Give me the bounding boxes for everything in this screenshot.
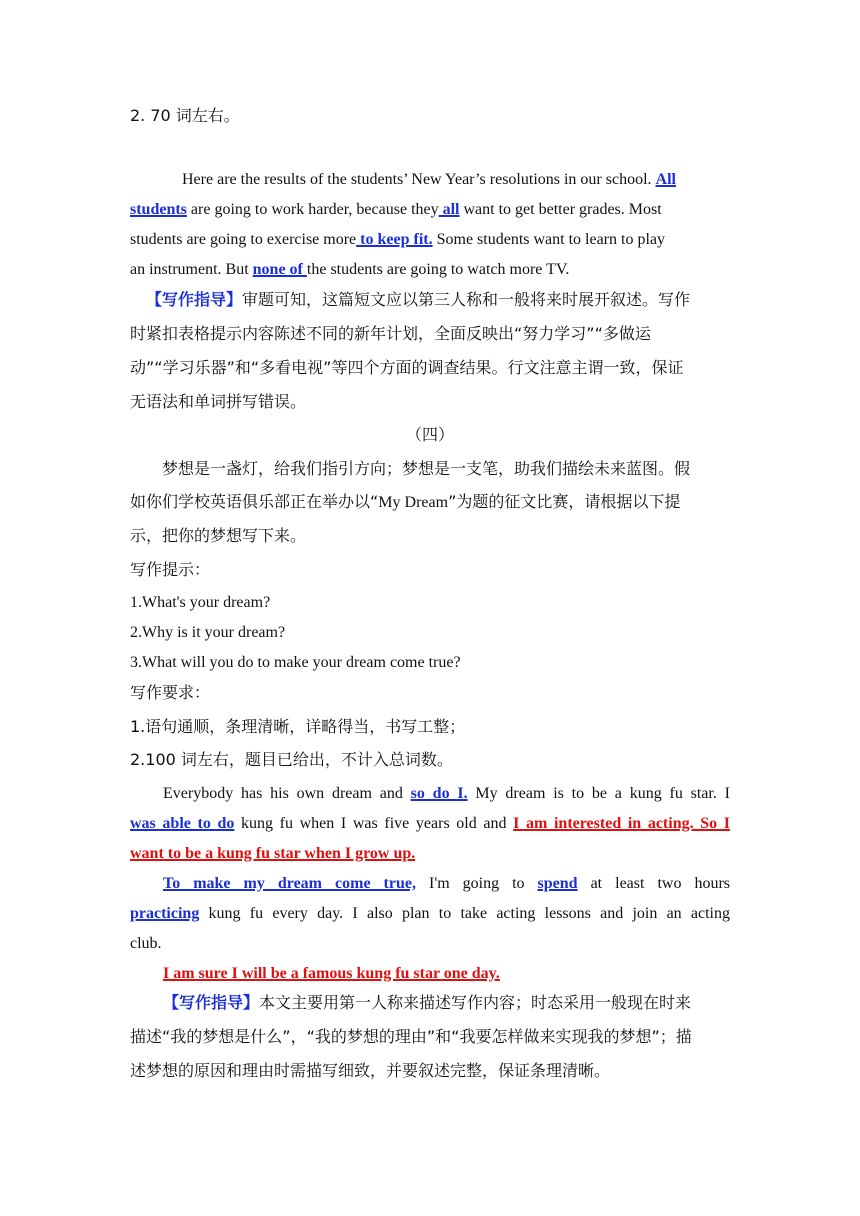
guide-3-line-1 — [146, 290, 690, 310]
answer-keyword: spend — [537, 875, 578, 892]
reqs-title: 写作要求： — [130, 683, 211, 702]
req-item: 2.100 词左右，题目已给出，不计入总词数。 — [130, 750, 453, 769]
answer-keyword: All — [655, 171, 676, 188]
answer-keyword: so do I. — [410, 785, 468, 802]
guide-tag: 【写作指导】 — [163, 993, 260, 1012]
essay-4-line-3 — [130, 844, 415, 864]
guide-text: 本文主要用第一人称来描述写作内容；时态采用一般现在时来 — [259, 993, 692, 1012]
requirement-2: 2. 70 词左右。 — [130, 106, 240, 125]
essay-text: an instrument. But — [130, 261, 253, 278]
hint-item: 2.Why is it your dream? — [130, 624, 286, 641]
essay-text: the students are going to watch more TV. — [306, 261, 570, 278]
intro-line-3: 示，把你的梦想写下来。 — [130, 526, 307, 545]
essay-4-line-4: To make my dream come true, I'm going to spend at least two hours — [163, 875, 731, 892]
hint-item: 1.What's your dream? — [130, 594, 271, 611]
essay-4-line-2: was able to do kung fu when I was five years old and I am interested in acting. So I — [130, 815, 731, 832]
essay-4-line-7 — [163, 964, 500, 984]
guide-4-line-2: 描述“我的梦想是什么”，“我的梦想的理由”和“我要怎样做来实现我的梦想”；描 — [130, 1027, 692, 1046]
answer-keyword: none of — [252, 261, 307, 278]
essay-4-line-5: practicing kung fu every day. I also plan to take acting lessons and join an acting — [130, 905, 730, 922]
answer-sentence: I am sure I will be a famous kung fu star one day. — [163, 965, 500, 982]
answer-sentence: I am interested in acting. So I — [513, 815, 731, 832]
intro-line-2: 如你们学校英语俱乐部正在举办以“My Dream”为题的征文比赛，请根据以下提 — [130, 492, 681, 511]
essay-text: want to get better grades. Most — [459, 201, 662, 218]
answer-keyword: all — [438, 201, 460, 218]
answer-keyword: students — [130, 201, 187, 218]
answer-keyword: was able to do — [130, 815, 235, 832]
hints-title: 写作提示： — [130, 560, 211, 579]
guide-text: 审题可知，这篇短文应以第三人称和一般将来时展开叙述。写作 — [242, 290, 691, 309]
answer-sentence: want to be a kung fu star when I grow up. — [130, 845, 416, 862]
essay-4-line-6: club. — [130, 935, 162, 952]
essay-3-line-3 — [130, 230, 665, 250]
answer-keyword: To make my dream come true, — [163, 875, 416, 892]
guide-tag: 【写作指导】 — [146, 290, 243, 309]
essay-3-line-4 — [130, 260, 569, 280]
answer-keyword: practicing — [130, 905, 200, 922]
essay-text: Here are the results of the students’ New Year’s resolutions in our school. — [182, 171, 656, 188]
essay-4-line-1: Everybody has his own dream and so do I. My dream is to be a kung fu star. I — [163, 785, 730, 802]
guide-3-line-3: 动”“学习乐器”和“多看电视”等四个方面的调查结果。行文注意主谓一致，保证 — [130, 358, 684, 377]
req-item: 1.语句通顺，条理清晰，详略得当，书写工整； — [130, 717, 466, 736]
guide-4-line-3: 述梦想的原因和理由时需描写细致，并要叙述完整，保证条理清晰。 — [130, 1061, 611, 1080]
essay-3-line-1 — [182, 170, 676, 190]
hint-item: 3.What will you do to make your dream come true? — [130, 654, 461, 671]
essay-text: Some students want to learn to play — [432, 231, 665, 248]
guide-3-line-2: 时紧扣表格提示内容陈述不同的新年计划，全面反映出“努力学习”“多做运 — [130, 324, 651, 343]
essay-text: students are going to exercise more — [130, 231, 357, 248]
essay-3-line-2 — [130, 200, 662, 220]
section-4-heading: （四） — [405, 425, 454, 444]
essay-text: are going to work harder, because they — [186, 201, 439, 218]
guide-4-line-1 — [163, 993, 691, 1013]
guide-3-line-4: 无语法和单词拼写错误。 — [130, 392, 307, 411]
answer-keyword: to keep fit. — [356, 231, 433, 248]
intro-line-1: 梦想是一盏灯，给我们指引方向；梦想是一支笔，助我们描绘未来蓝图。假 — [162, 459, 691, 478]
